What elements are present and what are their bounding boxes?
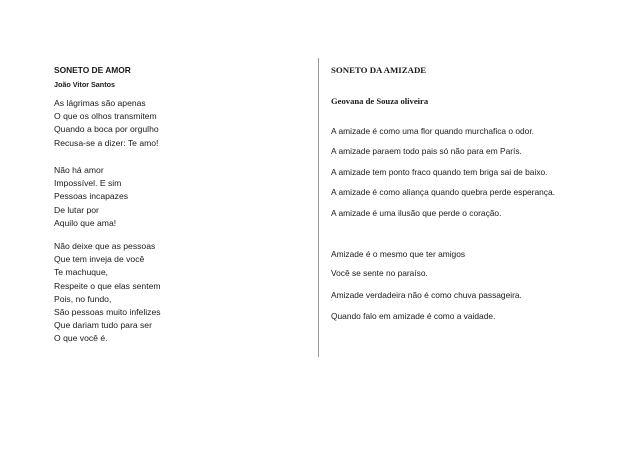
right-poem-author: Geovana de Souza oliveira [331, 96, 429, 106]
poem-line: Não há amor [54, 165, 104, 175]
poem-line: Pessoas incapazes [54, 191, 129, 202]
poem-line: A amizade tem ponto fraco quando tem briga sai de baixo. [331, 167, 548, 177]
poem-line: As lágrimas são apenas [54, 98, 146, 108]
poem-line: O que os olhos transmitem [54, 111, 157, 122]
stanza-3 [54, 240, 161, 346]
left-poem-title: SONETO DE AMOR [54, 65, 131, 75]
poem-line: De lutar por [54, 204, 99, 215]
poem-line: Que dariam tudo para ser [54, 320, 152, 331]
poem-line: O que você é. [54, 333, 108, 344]
poem-line: Aquilo que ama! [54, 217, 117, 228]
poem-line: A amizade é como uma flor quando murchafica o odor. [331, 126, 534, 136]
poem-line: São pessoas muito infelizes [54, 307, 161, 318]
poem-line: A amizade é uma ilusão que perde o coração. [331, 208, 502, 218]
left-poem-author: João Vitor Santos [54, 80, 115, 89]
poem-line: Te machuque, [54, 267, 108, 278]
poem-line: Quando falo em amizade é como a vaidade. [331, 311, 496, 321]
right-poem-title: SONETO DA AMIZADE [331, 65, 427, 75]
poem-line: Amizade é o mesmo que ter amigos [331, 249, 466, 259]
poem-line: A amizade paraem todo pais só não para em París. [331, 146, 522, 156]
poem-line: Recusa-se a dizer: Te amo! [54, 137, 159, 148]
poem-line: A amizade é como aliança quando quebra perde esperança. [331, 187, 555, 197]
poem-line: Amizade verdadeira não é como chuva passageira. [331, 290, 522, 300]
poem-line: Que tem inveja de você [54, 254, 145, 265]
poem-line: Pois, no fundo, [54, 293, 112, 304]
poem-line: Respeite o que elas sentem [54, 280, 161, 291]
poem-line: Impossível. E sim [54, 178, 122, 189]
poem-line: Você se sente no paraíso. [331, 268, 428, 278]
poem-line: Quando a boca por orgulho [54, 124, 159, 135]
stanza-1 [54, 97, 159, 150]
stanza-2 [54, 164, 128, 230]
poem-line: Não deixe que as pessoas [54, 241, 156, 251]
column-divider [318, 58, 319, 357]
